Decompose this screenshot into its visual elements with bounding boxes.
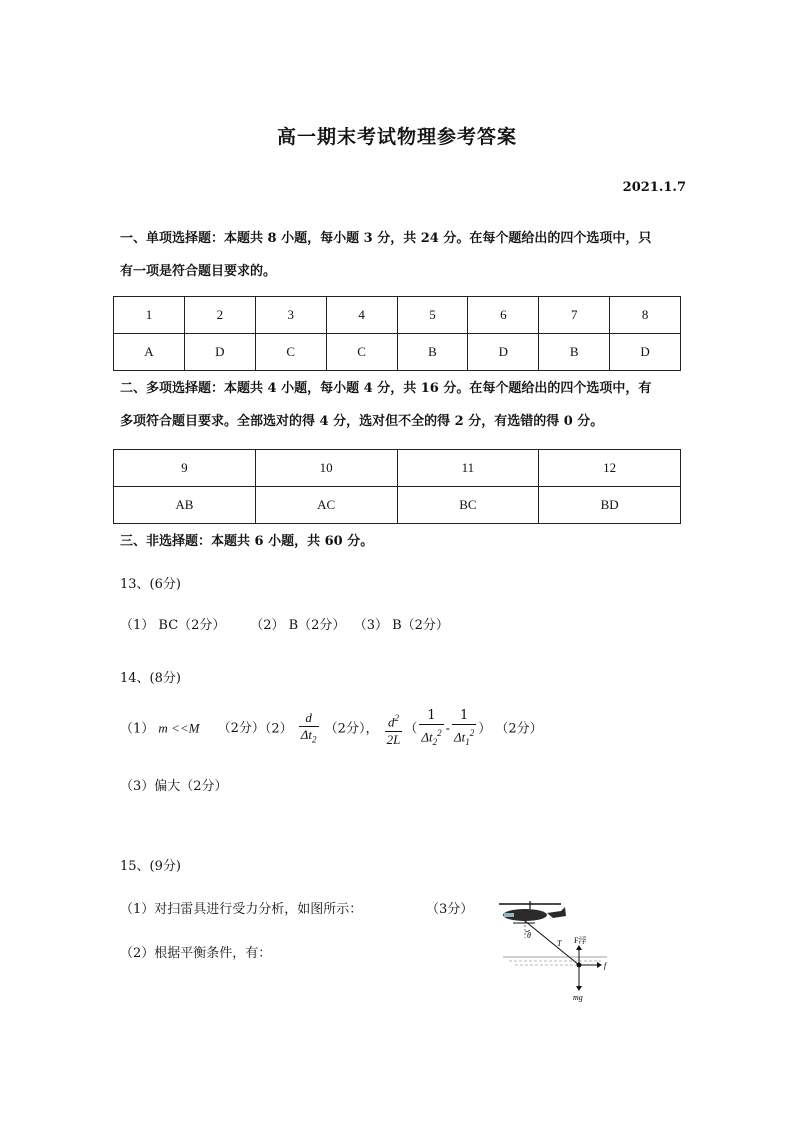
q15-part1: （1）对扫雷具进行受力分析，如图所示：	[120, 902, 363, 917]
fraction-numerator: 1	[452, 708, 476, 725]
answer-cell: AC	[255, 487, 397, 524]
answer-cell: D	[184, 334, 255, 371]
answer-cell: B	[539, 334, 610, 371]
fraction-numerator: $d^2$	[385, 710, 403, 731]
answer-cell: BC	[397, 487, 539, 524]
drag-label: f	[604, 961, 607, 970]
question-number: 6	[468, 297, 539, 334]
question-number: 7	[539, 297, 610, 334]
fraction-denominator: $\Delta t_2^2$	[421, 728, 442, 747]
q13-answers: （1） BC（2分） （2） B（2分） （3） B（2分）	[120, 618, 449, 633]
fraction-1-over-dt2-squared	[419, 708, 443, 750]
section2-heading-line1: 二、多项选择题：本题共 4 小题，每小题 4 分，共 16 分。在每个题给出的四个选项中，有	[120, 381, 652, 396]
question-number: 9	[114, 450, 256, 487]
table-row-numbers	[114, 297, 681, 334]
q14-p1-label: （1）	[120, 721, 155, 737]
section1-answer-table	[113, 296, 681, 371]
section2-heading-line2: 多项符合题目要求。全部选对的得 4 分，选对但不全的得 2 分，有选错的得 0 分。	[120, 414, 604, 429]
answer-cell: AB	[114, 487, 256, 524]
section1-heading-line1: 一、单项选择题：本题共 8 小题，每小题 3 分，共 24 分。在每个题给出的四个选项中，只	[120, 231, 652, 246]
question-number: 10	[255, 450, 397, 487]
q15-part2: （2）根据平衡条件，有：	[120, 946, 272, 961]
q15-part1-score: （3分）	[426, 902, 474, 917]
paren-close: ）	[478, 721, 492, 737]
q15-header: 15、(9分)	[120, 859, 181, 874]
tension-label: T	[557, 939, 562, 948]
force-diagram	[495, 898, 620, 1003]
answer-cell: D	[468, 334, 539, 371]
q14-p2-score-b: （2分）	[495, 721, 543, 737]
exam-date: 2021.1.7	[622, 180, 686, 195]
section2-heading	[120, 372, 685, 438]
question-number: 1	[114, 297, 185, 334]
helicopter-icon	[499, 901, 566, 923]
question-number: 11	[397, 450, 539, 487]
answer-cell: D	[610, 334, 681, 371]
page-title: 高一期末考试物理参考答案	[276, 126, 517, 148]
question-number: 5	[397, 297, 468, 334]
fraction-d-over-dt2	[299, 710, 319, 748]
table-row-numbers	[114, 450, 681, 487]
answer-cell: B	[397, 334, 468, 371]
q14-p1-score: （2分）	[217, 721, 265, 737]
q14-p2-score-a: （2分），	[324, 721, 379, 737]
q14-header: 14、(8分)	[120, 671, 181, 686]
section2-answer-table	[113, 449, 681, 524]
gravity-label: mg	[573, 993, 583, 1002]
mine-sweeper-point	[577, 963, 582, 968]
section1-heading-line2: 有一项是符合题目要求的。	[120, 264, 277, 279]
fraction-denominator: $\Delta t_1^2$	[454, 728, 475, 747]
answer-cell: BD	[539, 487, 681, 524]
minus-sign: -	[445, 721, 450, 737]
fraction-1-over-dt1-squared	[452, 708, 476, 750]
fraction-d2-over-2l	[385, 710, 403, 747]
fraction-denominator: $\Delta t_2$	[300, 727, 317, 745]
answer-cell: A	[114, 334, 185, 371]
q14-part1-2	[120, 708, 543, 750]
tension-line	[525, 921, 579, 965]
answer-cell: C	[255, 334, 326, 371]
question-number: 3	[255, 297, 326, 334]
buoyancy-label: F浮	[574, 936, 587, 945]
section1-heading	[120, 222, 685, 288]
q14-p2-label: （2）	[264, 721, 293, 737]
question-number: 12	[539, 450, 681, 487]
q14-p1-expression: m <<M	[158, 720, 200, 736]
table-row-answers	[114, 334, 681, 371]
fraction-numerator: 1	[419, 708, 443, 725]
question-number: 4	[326, 297, 397, 334]
answer-cell: C	[326, 334, 397, 371]
theta-label: θ	[527, 931, 531, 940]
q13-header: 13、(6分)	[120, 577, 181, 592]
fraction-numerator: d	[299, 710, 319, 727]
question-number: 8	[610, 297, 681, 334]
table-row-answers	[114, 487, 681, 524]
section3-heading: 三、非选择题：本题共 6 小题，共 60 分。	[120, 534, 374, 549]
question-number: 2	[184, 297, 255, 334]
paren-open: （	[404, 721, 418, 737]
fraction-denominator: 2L	[386, 731, 401, 747]
q14-part3: （3）偏大（2分）	[120, 779, 228, 794]
